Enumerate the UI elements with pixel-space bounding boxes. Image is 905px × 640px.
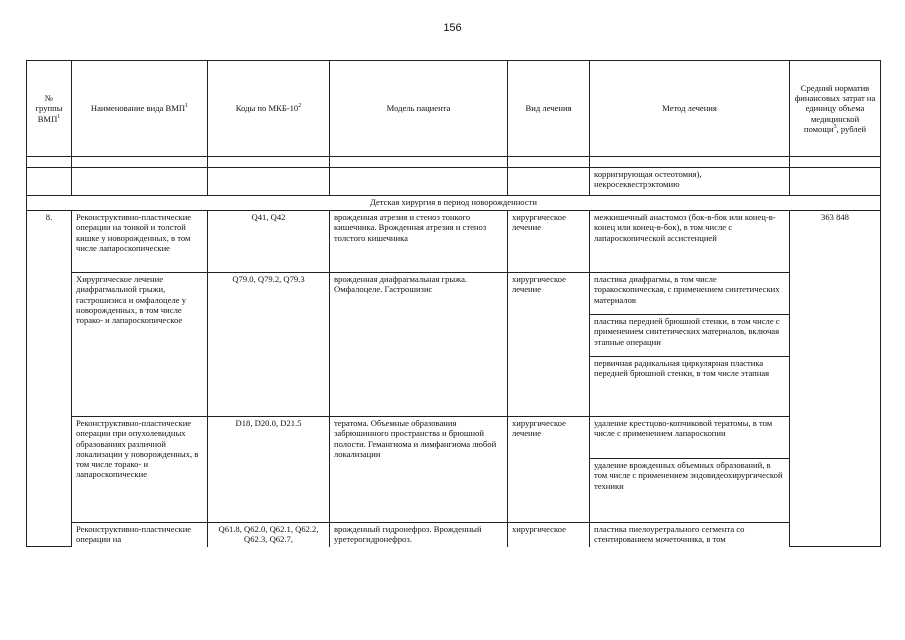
treatment-method: межкишечный анастомоз (бок-в-бок или конец-в-конец или конец-в-бок), в том числе с лапароскопической ассистенцией	[590, 211, 790, 273]
header-vmp-name: Наименование вида ВМП$^1$	[72, 61, 208, 157]
header-treatment-method: Метод лечения	[590, 61, 790, 157]
patient-model: тератома. Объемные образования забрюшинного пространства и брюшной полости. Гемангиома и лимфангиома любой локализации	[330, 417, 508, 523]
vmp-name: Хирургическое лечение диафрагмальной грыжи, гастрошизиса и омфалоцеле у новорожденных, в том числе торако- и лапароскопическое	[72, 273, 208, 417]
treatment-method: пластика пиелоуретрального сегмента со стентированием мочеточника, в том	[590, 523, 790, 547]
treatment-method: удаление врожденных объемных образований, в том числе с применением эндовидеохирургической техники	[590, 459, 790, 523]
group-number: 8.	[27, 211, 72, 547]
patient-model: врожденная диафрагмальная грыжа. Омфалоцеле. Гастрошизис	[330, 273, 508, 417]
icd-codes: Q41, Q42	[208, 211, 330, 273]
treatment-method: пластика диафрагмы, в том числе торакоскопическая, с применением синтетических материалов	[590, 273, 790, 315]
vmp-name: Реконструктивно-пластические операции на	[72, 523, 208, 547]
page-number: 156	[443, 22, 462, 34]
treatment-type: хирургическое лечение	[508, 417, 590, 523]
treatment-method: удаление крестцово-копчиковой тератомы, в том числе с применением лапароскопии	[590, 417, 790, 459]
table-header-row	[27, 61, 881, 157]
header-group-number: № группы ВМП$^1$	[27, 61, 72, 157]
vmp-name: Реконструктивно-пластические операции на тонкой и толстой кишке у новорожденных, в том числе лапароскопические	[72, 211, 208, 273]
continuation-row	[27, 168, 881, 196]
section-title: Детская хирургия в период новорожденности	[27, 196, 881, 211]
treatment-type: хирургическое лечение	[508, 211, 590, 273]
treatment-method: пластика передней брюшной стенки, в том числе с применением синтетических материалов, включая этапные операции	[590, 315, 790, 357]
header-icd-codes: Коды по МКБ-$10^2$	[208, 61, 330, 157]
section-row	[27, 196, 881, 211]
empty-row	[27, 157, 881, 168]
cost-norm: 363 848	[790, 211, 881, 547]
table-row	[27, 417, 881, 459]
table-row	[27, 273, 881, 315]
treatment-type: хирургическое лечение	[508, 273, 590, 417]
header-treatment-type: Вид лечения	[508, 61, 590, 157]
vmp-name: Реконструктивно-пластические операции при опухолевидных образованиях различной локализации у новорожденных, в том числе торако- и лапароскопические	[72, 417, 208, 523]
table-row	[27, 211, 881, 273]
table-row	[27, 523, 881, 547]
continuation-method: корригирующая остеотомия), некросеквестрэктомию	[590, 168, 790, 196]
icd-codes: Q61.8, Q62.0, Q62.1, Q62.2, Q62.3, Q62.7,	[208, 523, 330, 547]
icd-codes: D18, D20.0, D21.5	[208, 417, 330, 523]
header-patient-model: Модель пациента	[330, 61, 508, 157]
patient-model: врожденный гидронефроз. Врожденный уретерогидронефроз.	[330, 523, 508, 547]
treatment-method: первичная радикальная циркулярная пластика передней брюшной стенки, в том числе этапная	[590, 357, 790, 417]
patient-model: врожденная атрезия и стеноз тонкого кишечника. Врожденная атрезия и стеноз толстого кишечника	[330, 211, 508, 273]
header-cost-norm: Средний норматив финансовых затрат на единицу объема медицинской помощи$^3$, рублей	[790, 61, 881, 157]
treatment-type: хирургическое	[508, 523, 590, 547]
icd-codes: Q79.0, Q79.2, Q79.3	[208, 273, 330, 417]
vmp-table	[26, 60, 881, 547]
